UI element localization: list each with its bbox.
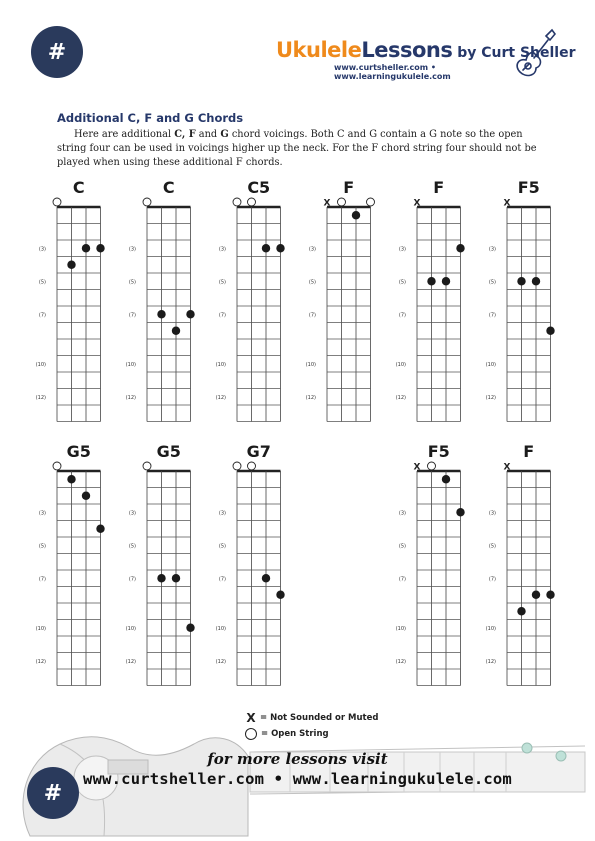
open-string-marker: [53, 462, 61, 470]
fret-number-label: (12): [215, 658, 226, 665]
chord-diagram: [126, 178, 195, 422]
footer-urls: www.curtsheller.com • www.learningukulele.com: [83, 770, 512, 788]
finger-dot: [442, 277, 450, 285]
fret-number-label: (7): [38, 312, 46, 319]
chord-name: F: [343, 178, 355, 197]
open-string-marker: [143, 198, 151, 206]
fret-number-label: (3): [128, 510, 136, 517]
open-circle-icon: [245, 728, 257, 740]
fret-number-label: (7): [398, 312, 406, 319]
fret-number-label: (10): [125, 361, 136, 368]
fret-number-label: (7): [488, 576, 496, 583]
fret-number-label: (10): [215, 361, 226, 368]
muted-x-icon: X: [246, 711, 256, 725]
chord-name: G5: [156, 442, 181, 461]
chord-diagram: [216, 178, 285, 422]
chord-diagram: [486, 178, 555, 422]
intro-paragraph: Here are additional C, F and G chord voicings. Both C and G contain a G note so the open string four can be used in voicings higher up the neck. For the F chord string four should not be played when using these additional F chords.: [57, 129, 537, 168]
fret-number-label: (10): [485, 625, 496, 632]
fret-number-label: (10): [395, 361, 406, 368]
fret-number-label: (3): [398, 246, 406, 253]
fret-number-label: (12): [35, 394, 46, 401]
finger-dot: [262, 244, 270, 252]
open-string-marker: [338, 198, 346, 206]
finger-dot: [532, 591, 540, 599]
open-string-marker: [233, 462, 241, 470]
fret-number-label: (10): [215, 625, 226, 632]
finger-dot: [67, 261, 75, 269]
fret-number-label: (10): [125, 625, 136, 632]
finger-dot: [456, 508, 464, 516]
fret-number-label: (12): [485, 658, 496, 665]
open-string-marker: [367, 198, 375, 206]
fret-number-label: (5): [128, 543, 136, 550]
open-string-marker: [143, 462, 151, 470]
fret-number-label: (10): [305, 361, 316, 368]
fret-number-label: (12): [305, 394, 316, 401]
finger-dot: [186, 624, 194, 632]
finger-dot: [352, 211, 360, 219]
fret-number-label: (10): [35, 361, 46, 368]
finger-dot: [172, 327, 180, 335]
chord-name: G5: [66, 442, 91, 461]
fret-number-label: (5): [488, 543, 496, 550]
muted-string-marker: X: [323, 198, 331, 209]
chord-name: C: [72, 178, 85, 197]
fret-number-label: (5): [38, 279, 46, 286]
legend: [244, 710, 378, 742]
legend-muted: [244, 710, 378, 726]
chord-diagram: [126, 442, 195, 686]
fret-number-label: (5): [398, 279, 406, 286]
brand-ukulele-text: Ukulele: [276, 38, 362, 62]
finger-dot: [96, 525, 104, 533]
open-string-marker: [428, 462, 436, 470]
finger-dot: [186, 310, 194, 318]
open-string-marker: [248, 198, 256, 206]
fret-number-label: (7): [218, 576, 226, 583]
fret-number-label: (12): [395, 658, 406, 665]
fret-number-label: (3): [218, 510, 226, 517]
fret-number-label: (5): [128, 279, 136, 286]
fret-number-label: (7): [38, 576, 46, 583]
legend-open-label: = Open String: [261, 729, 329, 739]
fret-number-label: (10): [395, 625, 406, 632]
finger-dot: [276, 591, 284, 599]
fret-number-label: (5): [488, 279, 496, 286]
fret-number-label: (7): [128, 312, 136, 319]
fret-number-label: (12): [125, 394, 136, 401]
finger-dot: [517, 277, 525, 285]
brand-lessons-text: Lessons: [361, 38, 453, 62]
muted-string-marker: X: [413, 198, 421, 209]
finger-dot: [276, 244, 284, 252]
finger-dot: [517, 607, 525, 615]
fret-number-label: (3): [308, 246, 316, 253]
finger-dot: [172, 574, 180, 582]
legend-open: [244, 726, 378, 742]
chord-diagram: [486, 442, 555, 686]
fret-number-label: (10): [485, 361, 496, 368]
chord-name: G7: [246, 442, 271, 461]
muted-string-marker: X: [413, 462, 421, 473]
muted-string-marker: X: [503, 462, 511, 473]
chord-name: C5: [247, 178, 271, 197]
open-string-marker: [53, 198, 61, 206]
legend-muted-label: = Not Sounded or Muted: [260, 713, 379, 723]
fret-number-label: (12): [125, 658, 136, 665]
fret-number-label: (12): [485, 394, 496, 401]
chord-diagram: [396, 442, 465, 686]
fret-number-label: (3): [38, 246, 46, 253]
chord-diagram: [306, 178, 375, 422]
footer-badge: #: [27, 767, 79, 819]
page-number-badge: #: [31, 26, 83, 78]
fret-number-label: (12): [395, 394, 406, 401]
brand-author-text: by Curt Sheller: [452, 45, 576, 61]
brand-urls: www.curtsheller.com • www.learningukulele.com: [334, 63, 451, 81]
finger-dot: [546, 327, 554, 335]
finger-dot: [442, 475, 450, 483]
fret-number-label: (3): [488, 510, 496, 517]
chord-name: F: [433, 178, 445, 197]
fret-number-label: (7): [398, 576, 406, 583]
fret-number-label: (3): [38, 510, 46, 517]
fret-number-label: (5): [398, 543, 406, 550]
chord-diagram: [36, 442, 105, 686]
fret-number-label: (3): [218, 246, 226, 253]
fret-number-label: (3): [488, 246, 496, 253]
fret-number-label: (7): [128, 576, 136, 583]
fret-number-label: (12): [35, 658, 46, 665]
chord-name: F: [523, 442, 535, 461]
chord-name: F5: [427, 442, 450, 461]
finger-dot: [96, 244, 104, 252]
fret-number-label: (7): [308, 312, 316, 319]
footer-cta: for more lessons visit: [207, 750, 388, 768]
fret-number-label: (5): [218, 279, 226, 286]
chord-name: F5: [517, 178, 540, 197]
fret-number-label: (7): [488, 312, 496, 319]
fret-number-label: (7): [218, 312, 226, 319]
finger-dot: [427, 277, 435, 285]
fret-number-label: (12): [215, 394, 226, 401]
section-title: Additional C, F and G Chords: [57, 111, 244, 125]
finger-dot: [262, 574, 270, 582]
fret-number-label: (5): [38, 543, 46, 550]
open-string-marker: [233, 198, 241, 206]
chord-diagram: [36, 178, 105, 422]
muted-string-marker: X: [503, 198, 511, 209]
finger-dot: [157, 574, 165, 582]
finger-dot: [456, 244, 464, 252]
chord-name: C: [162, 178, 175, 197]
finger-dot: [157, 310, 165, 318]
fret-number-label: (5): [218, 543, 226, 550]
open-string-marker: [248, 462, 256, 470]
finger-dot: [546, 591, 554, 599]
chord-diagram: [396, 178, 465, 422]
fret-number-label: (3): [128, 246, 136, 253]
fret-number-label: (5): [308, 279, 316, 286]
fret-number-label: (3): [398, 510, 406, 517]
fret-number-label: (10): [35, 625, 46, 632]
chord-diagram: [216, 442, 285, 686]
finger-dot: [82, 244, 90, 252]
finger-dot: [82, 492, 90, 500]
finger-dot: [532, 277, 540, 285]
finger-dot: [67, 475, 75, 483]
